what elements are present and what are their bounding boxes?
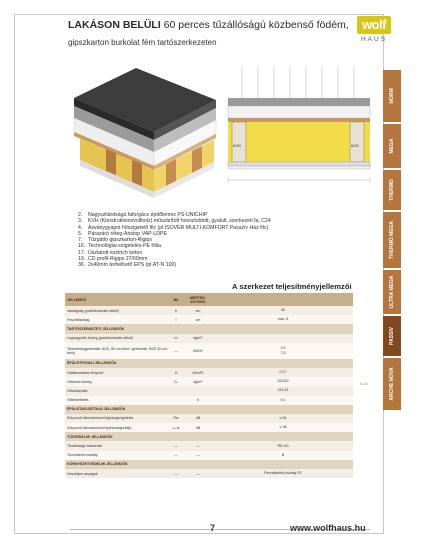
list-item: 5. Párazáró réteg-Aristop VAP-LDPE [78, 230, 167, 237]
table-title: A szerkezet teljesítményjellemzői [232, 282, 352, 291]
title-bold: LAKÁSON BELÜLI [68, 19, 161, 31]
table-group-row: TŰZVÉDELMI JELLEMZŐK [65, 432, 353, 441]
table-row: Hőcsillapítás 151,51 [65, 386, 353, 395]
tab-passiv[interactable] [383, 316, 401, 356]
table-row: Súlyozott laboratóriumi léghangszigetelés Rw dB ≥ 64 [65, 414, 353, 423]
logo-mark: wolf [357, 16, 391, 34]
tab-norm[interactable] [383, 70, 401, 122]
tab-label: THERMO MEGA [389, 220, 395, 260]
list-item: 7. Tűzgátló gipszkarton-Rigips [78, 237, 153, 244]
tab-label: MEGA [389, 138, 395, 154]
wolf-haus-logo [357, 16, 391, 46]
website-url[interactable]: www.wolfhaus.hu [290, 523, 366, 533]
tab-label: ULTRA MEGA [389, 275, 395, 309]
table-group-row: TARTÓSZERKEZETI JELLEMZŐK [65, 324, 353, 333]
section-label-right: 6/20 [351, 143, 359, 148]
list-item: 3. KVH (Konstruktionsvollholz) műszárított hossztoldott, gyalult, szerkezeti fa, C24 [78, 218, 271, 225]
tab-label: NORM [389, 88, 395, 104]
table-group-row: ÉPÜLETFIZIKAI JELLEMZŐK [65, 359, 353, 368]
table-row: Teherbírás(gerendák: 6/20, 50 cm-ként / gerendák: 5/20 30 cm-ként) — kN/m² 2,5 7,5 [65, 343, 353, 359]
tab-label: PASSIV [389, 327, 395, 345]
list-item: 17. Úsztatott esztrich beton [78, 249, 143, 256]
page-number: 7 [210, 523, 216, 533]
performance-table [65, 293, 353, 478]
table-row: Hőtároló tömeg Cₕ kg/m² 32/100 [65, 377, 353, 386]
tab-thermo[interactable] [383, 170, 401, 210]
list-item: 19. CD profil-Rigips 27/60mm [78, 256, 148, 263]
table-row: Tűzvédelmi osztály — — B [65, 451, 353, 460]
table-row: Vastagság (padlóburkolat nélkül) h cm 40 [65, 306, 353, 315]
table-row: Legnagyobb tömeg (padlóburkolat nélkül) m kg/m² [65, 334, 353, 343]
list-item: 16. Technológiai szigetelés-PE fólia [78, 243, 161, 250]
table-header: JELLEMZŐ JEL MÉRTÉK-EGYSÉG [65, 293, 353, 306]
table-row: Hőátbocsátási tényező U W/m²K 0,27 [65, 368, 353, 377]
list-item: 36. 2x40mm terhelhető EPS (pl.AT-N 100) [78, 262, 177, 269]
table-row: Súlyozott laboratóriumi lépéshangszintje Lₙ,w dB ≤ 38 [65, 423, 353, 432]
floor-3d-illustration [66, 60, 220, 206]
tab-ultra-mega[interactable] [383, 270, 401, 314]
table-row: Veszélyes anyagok — — Formaldehid-osztály E1 [65, 469, 353, 478]
list-item: 2. Nagyszilárdságú faforgács építőlemez PS-UNICHIP [78, 212, 208, 218]
table-row: Tűzállósági határérték — — REI 60 [65, 441, 353, 450]
floor-section-drawing [224, 60, 374, 190]
table-row: Hőkésleltetés h 9,2 [65, 396, 353, 405]
side-value: 0,24 [360, 381, 368, 386]
tab-arche-nova[interactable] [383, 358, 401, 410]
tab-thermo-mega[interactable] [383, 212, 401, 268]
tab-label: THERMO [389, 179, 395, 201]
logo-sub: HAUS [360, 36, 388, 43]
list-item: 4. Ásványgyapot hőszigetelő filc (pl.ISOVER MULTI-KOMFORT Passzív Ház filc) [78, 224, 269, 231]
layer-legend [78, 212, 271, 269]
page-subtitle: gipszkarton burkolat fém tartószerkezeten [68, 38, 217, 47]
title-rest: 60 perces tűzállóságú közbenső födém, [160, 19, 349, 31]
table-row: Feszítőtávság f cm max. 6 [65, 315, 353, 324]
table-group-row: ÉPÜLETAKUSZTIKAI JELLEMZŐK [65, 405, 353, 414]
page-title [68, 19, 368, 31]
tab-mega[interactable] [383, 124, 401, 168]
table-group-row: KÖRNYEZETVÉDELMI JELLEMZŐK [65, 460, 353, 469]
tab-label: ARCHE NOVA [389, 367, 395, 401]
section-label-left: 6/20 [233, 143, 241, 148]
